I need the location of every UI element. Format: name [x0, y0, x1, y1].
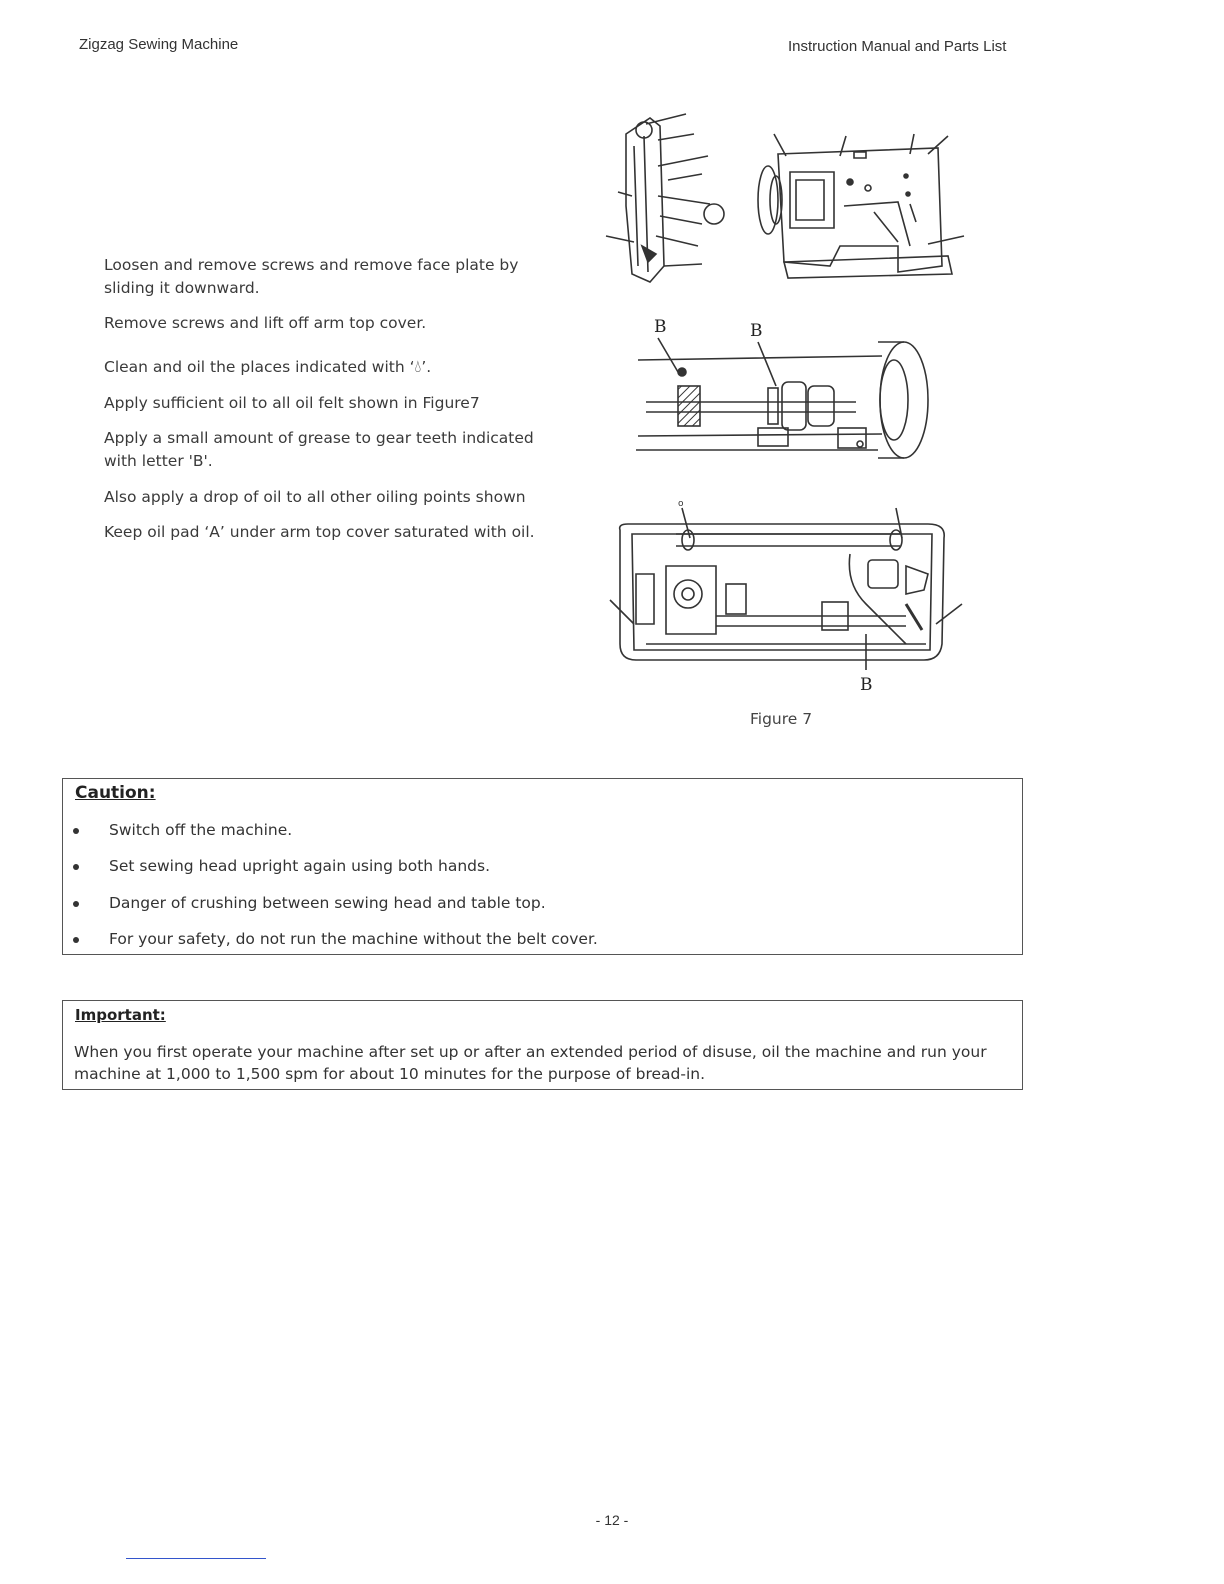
caution-item-text: Set sewing head upright again using both hands. — [109, 857, 491, 875]
label-b-left: B — [654, 317, 667, 337]
step-2: Remove screws and lift off arm top cover. — [104, 314, 427, 332]
step-5: Apply a small amount of grease to gear teeth indicated with letter 'B'. — [104, 429, 534, 470]
step-3-text: Clean and oil the places indicated with ‘ — [104, 358, 415, 376]
oil-point-label: o — [678, 499, 684, 509]
header-left-title: Zigzag Sewing Machine — [79, 36, 239, 53]
caution-box — [62, 778, 1023, 955]
label-b-right: B — [750, 321, 763, 341]
label-b-bottom: B — [860, 675, 873, 694]
important-title: Important: — [75, 1006, 166, 1024]
caution-item-text: Danger of crushing between sewing head and table top. — [109, 894, 546, 912]
page-number: - 12 - — [595, 1512, 629, 1528]
figure-gear-shaft-illustration — [632, 316, 936, 462]
step-3-suffix: ’. — [421, 358, 432, 376]
caution-item-text: Switch off the machine. — [109, 821, 293, 839]
oil-drop-icon: 💧︎ — [414, 357, 422, 377]
figure-underside-illustration — [606, 494, 972, 694]
bullet-icon — [73, 828, 79, 834]
machine-head-drawing — [758, 134, 964, 278]
header-right-title: Instruction Manual and Parts List — [788, 38, 1007, 55]
bullet-icon — [73, 937, 79, 943]
step-3 — [104, 356, 554, 379]
important-text: When you first operate your machine after set up or after an extended period of disuse, oil the machine and run your machine at 1,000 to 1,500 spm for about 10 minutes for the purpose of bread-in. — [74, 1043, 987, 1083]
figure-machine-head-illustration — [598, 96, 968, 286]
figure-caption: Figure 7 — [750, 710, 813, 728]
caution-title: Caution: — [75, 783, 156, 803]
step-1: Loosen and remove screws and remove face plate by sliding it downward. — [104, 256, 519, 297]
face-plate-side-drawing — [606, 114, 724, 282]
step-7: Keep oil pad ‘A’ under arm top cover saturated with oil. — [104, 523, 535, 541]
step-6: Also apply a drop of oil to all other oiling points shown — [104, 488, 526, 506]
important-box — [62, 1000, 1023, 1090]
step-4: Apply sufficient oil to all oil felt shown in Figure7 — [104, 394, 480, 412]
bullet-icon — [73, 901, 79, 907]
footer-link-line — [126, 1558, 266, 1559]
bullet-icon — [73, 864, 79, 870]
caution-item-text: For your safety, do not run the machine without the belt cover. — [109, 930, 598, 948]
